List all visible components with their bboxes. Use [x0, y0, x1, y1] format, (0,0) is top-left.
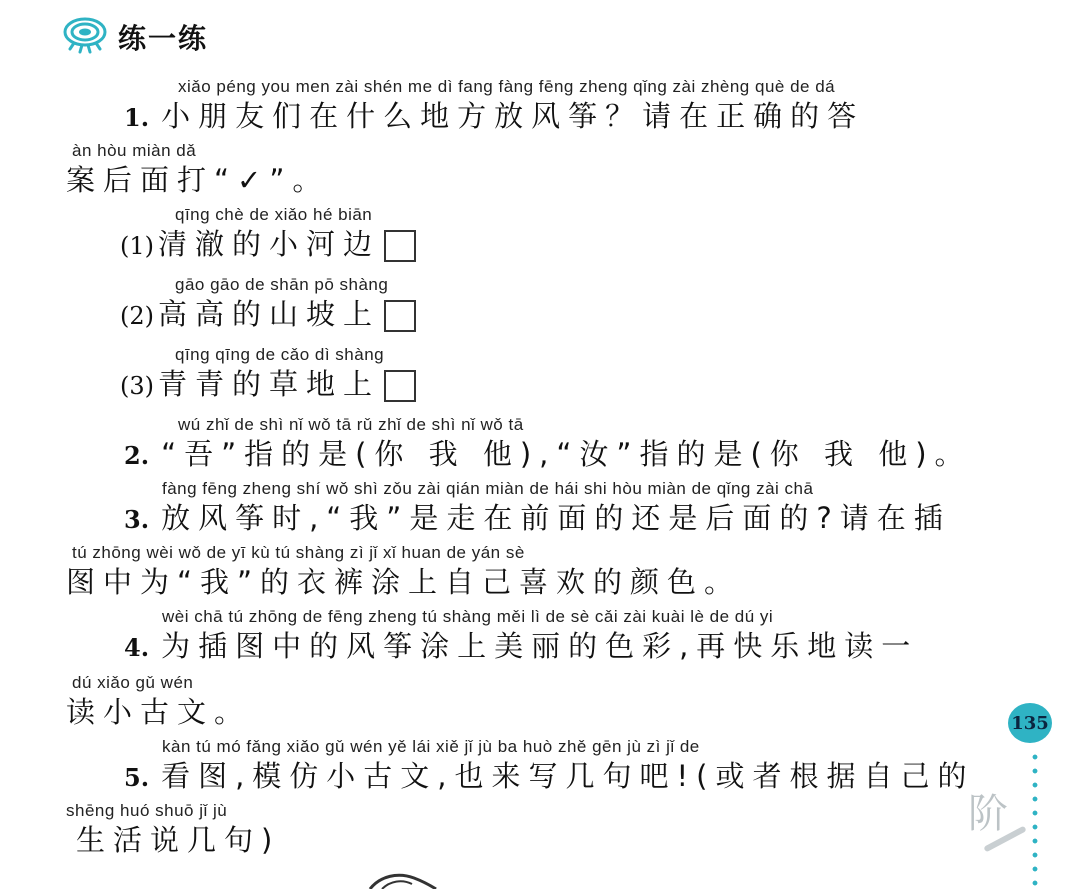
q3-text-content: 放风筝时,“我”是走在前面的还是后面的?请在插 [161, 501, 951, 535]
q2-text: 2. “吾”指的是(你 我 他),“汝”指的是(你 我 他)。 [124, 437, 972, 471]
q1-text-content: 小朋友们在什么地方放风筝？请在正确的答 [161, 99, 865, 133]
section-title: 练一练 [118, 22, 209, 55]
q3-pinyin: fàng fēng zheng shí wǒ shì zǒu zài qián miàn de hái shi hòu miàn de qǐng zài chā [162, 479, 814, 498]
q5-pinyin-2: shēng huó shuō jǐ jù [66, 801, 228, 820]
q4-pinyin: wèi chā tú zhōng de fēng zheng tú shàng měi lì de sè cǎi zài kuài lè de dú yi [162, 607, 774, 626]
q3-text: 3. 放风筝时,“我”是走在前面的还是后面的?请在插 [124, 501, 951, 535]
q5-text: 5. 看图,模仿小古文,也来写几句吧!(或者根据自己的 [124, 759, 975, 793]
q1-option-3-pinyin: qīng qīng de cǎo dì shàng [175, 345, 385, 364]
q1-option-3-checkbox[interactable] [384, 370, 416, 402]
illustration-fragment [368, 872, 438, 893]
q2-pinyin: wú zhǐ de shì nǐ wǒ tā rǔ zhǐ de shì nǐ wǒ tā [178, 415, 524, 434]
dotted-margin-line [1031, 750, 1039, 889]
q1-text: 1. 小朋友们在什么地方放风筝？请在正确的答 [124, 99, 865, 133]
q3-pinyin-2: tú zhōng wèi wǒ de yī kù tú shàng zì jǐ xǐ huan de yán sè [72, 543, 525, 562]
q1-option-3: (3) 青青的草地上 [120, 364, 416, 404]
page-number-badge: 135 [1008, 703, 1052, 743]
q1-pinyin: xiǎo péng you men zài shén me dì fang fàng fēng zheng qǐng zài zhèng què de dá [178, 77, 836, 96]
q4-text: 4. 为插图中的风筝涂上美丽的色彩,再快乐地读一 [124, 629, 919, 663]
margin-watermark-char: 阶 [968, 791, 1008, 837]
q4-text-2: 读小古文。 [66, 695, 252, 729]
q1-text-2: 案后面打“✓”。 [66, 163, 330, 197]
q1-option-2-checkbox[interactable] [384, 300, 416, 332]
q4-pinyin-2: dú xiǎo gǔ wén [72, 673, 194, 692]
q1-pinyin-2: àn hòu miàn dǎ [72, 141, 197, 160]
q1-option-2-pinyin: gāo gāo de shān pō shàng [175, 275, 389, 294]
q1-option-1: (1) 清澈的小河边 [120, 224, 416, 264]
q5-pinyin: kàn tú mó fǎng xiǎo gǔ wén yě lái xiě jǐ jù ba huò zhě gēn jù zì jǐ de [162, 737, 700, 756]
q2-text-content: “吾”指的是(你 我 他),“汝”指的是(你 我 他)。 [161, 437, 972, 471]
q5-text-content: 看图,模仿小古文,也来写几句吧!(或者根据自己的 [161, 759, 975, 793]
q5-text-2: 生活说几句) [76, 823, 281, 857]
q4-text-content: 为插图中的风筝涂上美丽的色彩,再快乐地读一 [161, 629, 919, 663]
q3-text-2: 图中为“我”的衣裤涂上自己喜欢的颜色。 [66, 565, 742, 599]
section-header [62, 12, 208, 62]
q1-option-1-pinyin: qīng chè de xiǎo hé biān [175, 205, 373, 224]
q1-option-2: (2) 高高的山坡上 [120, 294, 416, 334]
swirl-icon [62, 15, 108, 59]
q1-option-1-checkbox[interactable] [384, 230, 416, 262]
